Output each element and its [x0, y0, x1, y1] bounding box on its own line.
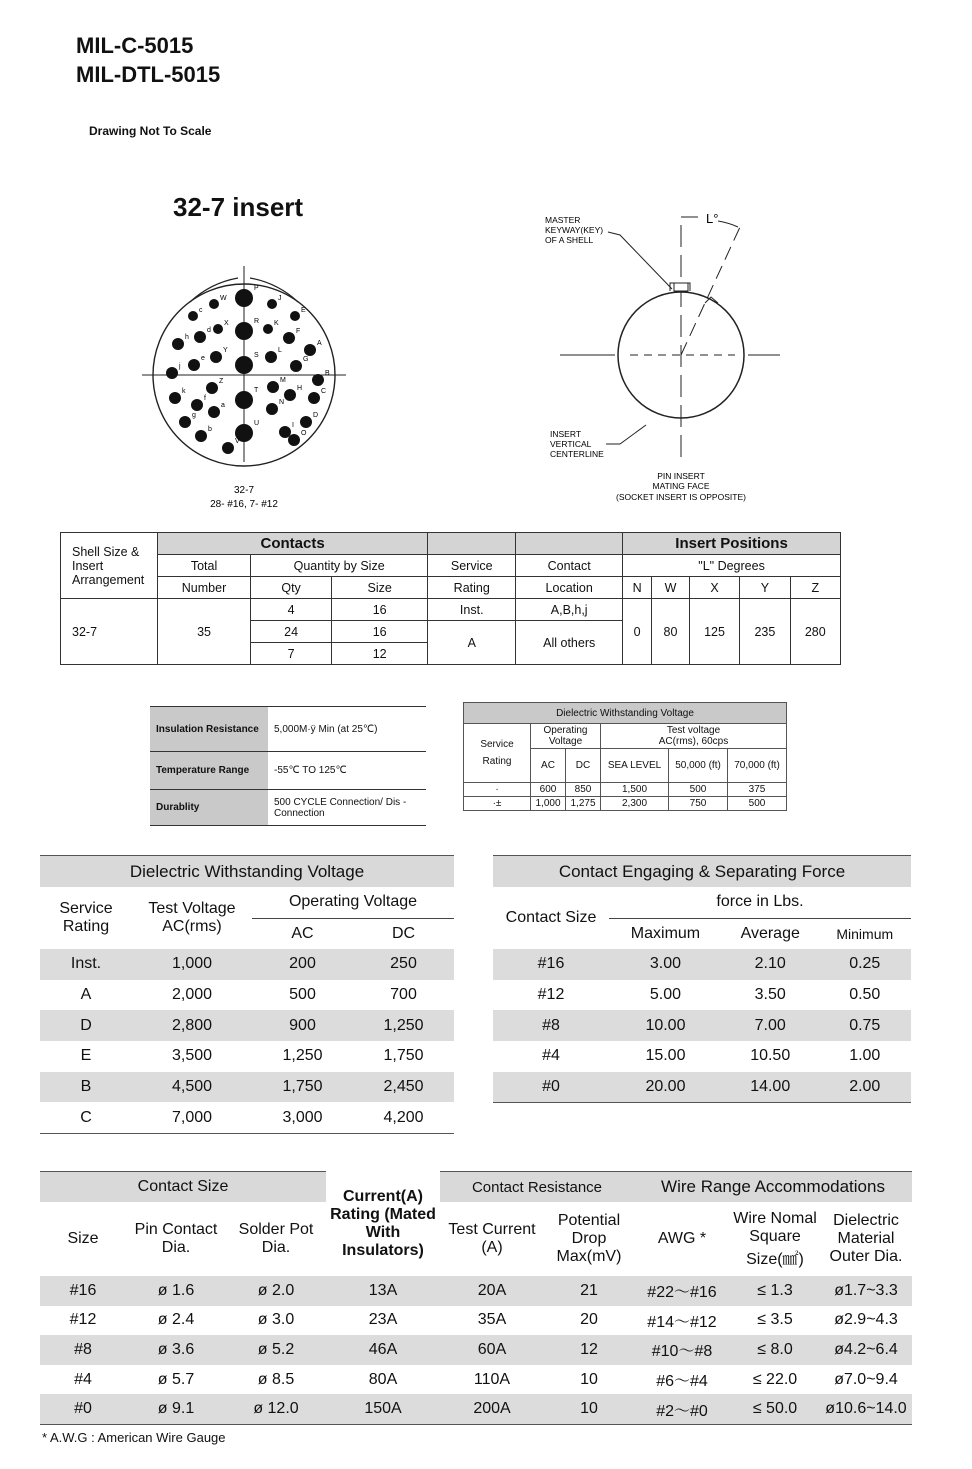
table-cell: #12	[69, 1311, 97, 1329]
table-cell: B	[40, 1072, 132, 1103]
table-cell: 20A	[440, 1276, 544, 1306]
contact-label: k	[182, 388, 186, 395]
contact-pin	[235, 322, 253, 340]
location-cell: A,B,h,j	[516, 599, 623, 621]
operating-voltage-header: Operating Voltage	[252, 887, 454, 918]
contact-size-header: Contact Size	[40, 1172, 326, 1203]
table-cell: 250	[353, 949, 454, 980]
contact-label: Z	[219, 378, 224, 385]
solder-pot-header: Solder Pot Dia.	[238, 1221, 314, 1256]
dielectric-table	[40, 855, 454, 1134]
table-cell: 5.00	[649, 986, 682, 1004]
contact-pin	[172, 338, 184, 350]
test-voltage-header	[601, 724, 787, 749]
table-cell: #4	[74, 1370, 92, 1388]
table-cell: 1,750	[252, 1072, 353, 1103]
contact-label: F	[296, 328, 301, 335]
service-cell: A	[428, 621, 516, 665]
table-cell: #2～#0	[634, 1394, 730, 1424]
table-cell: 15.00	[645, 1047, 686, 1065]
qty-cell: 24	[251, 621, 332, 643]
contact-pin	[235, 289, 253, 307]
table-cell: D	[40, 1010, 132, 1041]
table-row	[40, 949, 454, 980]
dc-header: DC	[391, 924, 416, 942]
table-cell: ≤ 22.0	[752, 1370, 798, 1388]
contact-label: T	[254, 387, 259, 394]
col-ac: AC	[531, 749, 566, 783]
table-cell: 150A	[326, 1394, 440, 1424]
contact-pin	[191, 399, 203, 411]
contact-pin	[300, 416, 312, 428]
prop-label: Insulation Resistance	[150, 707, 268, 752]
prop-label: Durablity	[150, 790, 268, 826]
table-cell: 21	[544, 1276, 634, 1306]
arrangement-cell: 32-7	[61, 599, 158, 665]
table-cell: A	[80, 986, 92, 1004]
properties-table	[150, 706, 426, 826]
table-cell: ø 5.2	[226, 1335, 326, 1365]
table-row	[40, 1335, 912, 1365]
table-cell: 200	[252, 949, 353, 980]
location-cell: All others	[516, 621, 623, 665]
contact-header: Contact	[516, 555, 623, 577]
table-cell: ø 5.7	[157, 1370, 195, 1388]
table-cell: #14～#12	[647, 1313, 717, 1331]
size-cell: 16	[332, 621, 428, 643]
col-70k: 70,000 (ft)	[728, 749, 787, 783]
pin-insert-label: PIN INSERT	[657, 471, 705, 481]
contact-pin	[206, 382, 218, 394]
size-cell: 16	[332, 599, 428, 621]
rating-header: Rating	[428, 577, 516, 599]
test-current-header: Test Current (A)	[448, 1221, 536, 1256]
table-cell: ø 2.0	[226, 1276, 326, 1306]
contact-pin	[266, 403, 278, 415]
contact-pin	[179, 416, 191, 428]
pos-z: Z	[790, 577, 840, 599]
title-line-1: MIL-C-5015	[76, 33, 194, 58]
table-cell: 0.50	[849, 986, 881, 1004]
contacts-header: Contacts	[158, 533, 428, 555]
contact-label: L	[278, 347, 282, 354]
table-cell: 23A	[368, 1311, 398, 1329]
pos-y: Y	[740, 577, 790, 599]
table-cell: #16	[493, 949, 609, 980]
contact-label: X	[224, 320, 229, 327]
cell: 600	[531, 783, 566, 797]
col-50k: 50,000 (ft)	[669, 749, 728, 783]
table-row	[493, 980, 911, 1011]
table-row	[493, 1041, 911, 1072]
location-header: Location	[516, 577, 623, 599]
contact-pin	[235, 356, 253, 374]
contact-pin	[188, 359, 200, 371]
table-cell: #6～#4	[656, 1373, 708, 1391]
table-cell: 60A	[440, 1335, 544, 1365]
contact-label: J	[278, 295, 282, 302]
degree-cell: 280	[790, 599, 840, 665]
force-unit-header: force in Lbs.	[609, 887, 911, 918]
table-cell: ø4.2~6.4	[820, 1335, 912, 1365]
contact-label: P	[254, 285, 259, 292]
table-cell: ≤ 1.3	[730, 1276, 820, 1306]
table-cell: 10.00	[609, 1010, 722, 1041]
table-cell: 500	[289, 986, 316, 1004]
table-cell: #0	[493, 1072, 609, 1103]
table-row	[40, 1276, 912, 1306]
table-row	[40, 1010, 454, 1041]
table-cell: #8	[40, 1335, 126, 1365]
ac-header: AC	[291, 924, 314, 942]
table-cell: 1,250	[282, 1047, 323, 1065]
table-cell: 0.25	[819, 949, 911, 980]
contact-label: C	[321, 388, 327, 395]
contact-pin	[195, 430, 207, 442]
table-cell: C	[40, 1102, 132, 1133]
contact-label: O	[301, 430, 307, 437]
qty-cell: 7	[251, 643, 332, 665]
table-cell: ≤ 50.0	[730, 1394, 820, 1424]
square-size-header: Wire Nomal Square Size(㎟)	[733, 1209, 817, 1268]
table-cell: ø 12.0	[226, 1394, 326, 1424]
table-cell: ø 3.6	[126, 1335, 226, 1365]
prop-value: 500 CYCLE Connection/ Dis - Connection	[274, 796, 407, 819]
test-voltage-header: Test Voltage AC(rms)	[148, 900, 236, 935]
table-cell: 14.00	[722, 1072, 819, 1103]
contact-label: a	[221, 402, 225, 409]
contact-label: I	[292, 422, 294, 429]
table-cell: #0	[40, 1394, 126, 1424]
title-line-2: MIL-DTL-5015	[76, 62, 221, 87]
table-row	[40, 1102, 454, 1133]
service-text: Service	[480, 739, 514, 750]
table-cell: 2.00	[819, 1072, 911, 1103]
contact-pin	[210, 351, 222, 363]
table-row	[40, 1041, 454, 1072]
voltage-text: Voltage	[548, 736, 583, 747]
table-row	[40, 980, 454, 1011]
contact-label: f	[204, 395, 206, 402]
service-code: ·	[464, 783, 531, 797]
contact-label: h	[185, 334, 189, 341]
centerline-label: CENTERLINE	[550, 449, 604, 459]
qty-header: Qty	[251, 577, 332, 599]
table-row	[493, 1010, 911, 1041]
min-header: Minimum	[836, 925, 894, 942]
contact-resistance-header: Contact Resistance	[440, 1172, 634, 1203]
contact-pin	[308, 392, 320, 404]
contact-label: M	[280, 377, 286, 384]
table-row	[40, 1365, 912, 1395]
test-text: Test voltage	[666, 725, 721, 736]
avg-header: Average	[740, 924, 800, 942]
contact-label: G	[303, 356, 309, 363]
table-row	[493, 949, 911, 980]
max-header: Maximum	[630, 924, 701, 942]
total-header: Total	[158, 555, 251, 577]
contact-label: Y	[223, 347, 228, 354]
table-cell: 900	[252, 1010, 353, 1041]
table-cell: 10.50	[750, 1047, 791, 1065]
contact-pin	[290, 311, 300, 321]
contact-label: d	[207, 327, 211, 334]
prop-value: -55℃ TO 125℃	[274, 765, 347, 776]
outer-dia-header: Dielectric Material Outer Dia.	[829, 1212, 903, 1265]
mating-face-label: MATING FACE	[652, 481, 710, 491]
keyway-label: KEYWAY(KEY)	[545, 225, 604, 235]
insert-caption-1: 32-7	[233, 485, 255, 496]
dwv-small-service	[464, 724, 531, 783]
table-cell: ø10.6~14.0	[820, 1394, 912, 1424]
table-cell: E	[80, 1047, 92, 1065]
contact-pin	[235, 391, 253, 409]
contact-pin	[283, 332, 295, 344]
dwv-small-table	[463, 702, 787, 811]
scale-note: Drawing Not To Scale	[89, 124, 212, 138]
force-title: Contact Engaging & Separating Force	[493, 856, 911, 888]
prop-label: Temperature Range	[150, 752, 268, 790]
table-row	[40, 1306, 912, 1336]
degree-cell: 125	[689, 599, 739, 665]
table-cell: 4,500	[132, 1072, 252, 1103]
table-cell: 20.00	[609, 1072, 722, 1103]
table-cell: 7.00	[722, 1010, 819, 1041]
table-cell: ø2.9~4.3	[834, 1311, 898, 1329]
contact-pin	[194, 331, 206, 343]
degree-cell: 235	[740, 599, 790, 665]
footnote: * A.W.G : American Wire Gauge	[42, 1430, 226, 1445]
degrees-header: "L" Degrees	[623, 555, 841, 577]
pos-n: N	[623, 577, 652, 599]
pos-x: X	[689, 577, 739, 599]
insert-label: INSERT	[550, 429, 582, 439]
table-cell: 7,000	[132, 1102, 252, 1133]
cell: 750	[669, 797, 728, 811]
contact-pin	[166, 367, 178, 379]
table-cell: ≤ 3.5	[757, 1311, 793, 1329]
table-cell: ø 1.6	[126, 1276, 226, 1306]
contact-label: W	[220, 295, 227, 302]
angle-label: L°	[706, 211, 719, 226]
table-cell: ø1.7~3.3	[820, 1276, 912, 1306]
contact-pin	[265, 351, 277, 363]
contact-pin	[279, 426, 291, 438]
contact-size-header: Contact Size	[505, 909, 597, 926]
table-cell: 1,250	[353, 1010, 454, 1041]
table-cell: 35A	[477, 1311, 507, 1329]
contact-label: g	[192, 412, 196, 419]
contact-pin	[213, 324, 223, 334]
current-rating-header: Current(A) Rating (Mated With Insulators)	[330, 1187, 436, 1259]
contact-label: c	[199, 307, 203, 314]
contact-pin	[267, 299, 277, 309]
table-cell: ø 8.5	[257, 1370, 295, 1388]
operating-text: Operating	[543, 725, 588, 736]
contact-size-table	[40, 1171, 912, 1425]
contact-label: A	[317, 340, 322, 347]
number-header: Number	[158, 577, 251, 599]
table-cell: #12	[537, 986, 565, 1004]
contact-pin	[169, 392, 181, 404]
contact-label: N	[279, 399, 285, 406]
table-cell: 13A	[326, 1276, 440, 1306]
table-cell: 0.75	[819, 1010, 911, 1041]
insert-positions-header: Insert Positions	[623, 533, 841, 555]
insert-face-drawing	[138, 262, 353, 517]
potential-drop-header: Potential Drop Max(mV)	[556, 1212, 622, 1265]
table-row	[40, 1394, 912, 1424]
service-rating-header: Service Rating	[59, 900, 113, 935]
col-dc: DC	[566, 749, 601, 783]
contact-label: U	[254, 420, 260, 427]
force-table	[493, 855, 911, 1103]
contact-label: E	[301, 307, 306, 314]
table-cell: 3.00	[609, 949, 722, 980]
cell: 2,300	[601, 797, 669, 811]
contacts-table	[60, 532, 841, 665]
degree-cell: 80	[652, 599, 690, 665]
contact-label: B	[325, 370, 330, 377]
pin-dia-header: Pin Contact Dia.	[134, 1221, 218, 1256]
table-cell: 1,750	[383, 1047, 424, 1065]
rating-text: Rating	[482, 756, 512, 767]
contact-label: K	[274, 320, 279, 327]
table-cell: 1.00	[849, 1047, 881, 1065]
table-cell: 2.10	[722, 949, 819, 980]
shell-label: OF A SHELL	[545, 235, 594, 245]
contact-pin	[312, 374, 324, 386]
dwv-small-title: Dielectric Withstanding Voltage	[464, 703, 787, 724]
contact-pin	[222, 442, 234, 454]
size-header: Size	[67, 1230, 99, 1247]
table-cell: 1,000	[132, 949, 252, 980]
table-cell: 700	[390, 986, 417, 1004]
contact-label: b	[208, 426, 212, 433]
table-cell: 2,450	[353, 1072, 454, 1103]
wire-range-header: Wire Range Accommodations	[634, 1172, 912, 1203]
contact-pin	[267, 381, 279, 393]
table-cell: ø 9.1	[126, 1394, 226, 1424]
table-cell: 12	[544, 1335, 634, 1365]
table-cell: 2,000	[171, 986, 213, 1004]
table-cell: ø7.0~9.4	[834, 1370, 898, 1388]
contact-label: H	[297, 385, 303, 392]
pos-w: W	[652, 577, 690, 599]
contact-pin	[209, 299, 219, 309]
table-cell: 3,500	[171, 1047, 213, 1065]
operating-voltage-header	[531, 724, 601, 749]
contact-label: S	[254, 352, 259, 359]
table-cell: 20	[580, 1311, 598, 1329]
table-cell: #10～#8	[634, 1335, 730, 1365]
table-cell: 3,000	[252, 1102, 353, 1133]
table-cell: 10	[544, 1394, 634, 1424]
vertical-label: VERTICAL	[550, 439, 592, 449]
table-cell: 200A	[440, 1394, 544, 1424]
table-cell: Inst.	[40, 949, 132, 980]
prop-value: 5,000M·ÿ Min (at 25℃)	[274, 723, 378, 735]
contact-label: V	[235, 438, 240, 445]
contact-label: j	[179, 363, 181, 370]
qty-cell: 4	[251, 599, 332, 621]
socket-note-label: (SOCKET INSERT IS OPPOSITE)	[616, 492, 746, 502]
cell: 850	[566, 783, 601, 797]
contact-pin	[263, 324, 273, 334]
table-cell: #22～#16	[634, 1276, 730, 1306]
contact-label: R	[254, 318, 260, 325]
cell: 1,000	[531, 797, 566, 811]
table-cell: 110A	[473, 1370, 511, 1388]
acrms-text: AC(rms), 60cps	[658, 736, 729, 747]
master-label: MASTER	[545, 215, 581, 225]
keyway-drawing	[540, 205, 780, 505]
contact-pin	[304, 344, 316, 356]
total-cell: 35	[158, 599, 251, 665]
insert-caption-2: 28- #16, 7- #12	[210, 499, 278, 510]
table-cell: #4	[542, 1047, 560, 1065]
shell-size-header: Shell Size & Insert Arrangement	[61, 533, 158, 599]
cell: 500	[669, 783, 728, 797]
table-cell: 2,800	[132, 1010, 252, 1041]
contact-label: D	[313, 412, 319, 419]
insert-title: 32-7 insert	[173, 192, 304, 222]
cell: 1,275	[566, 797, 601, 811]
spec-title	[76, 31, 220, 89]
contact-pin	[284, 389, 296, 401]
table-cell: ≤ 8.0	[730, 1335, 820, 1365]
size-cell: 12	[332, 643, 428, 665]
table-cell: #8	[493, 1010, 609, 1041]
cell: 375	[728, 783, 787, 797]
contact-label: e	[201, 355, 205, 362]
table-cell: ø 3.0	[257, 1311, 295, 1329]
contact-pin	[208, 406, 220, 418]
awg-header: AWG *	[657, 1230, 707, 1247]
contact-pin	[290, 360, 302, 372]
table-row	[40, 1072, 454, 1103]
service-header: Service	[428, 555, 516, 577]
table-cell: 10	[580, 1370, 598, 1388]
col-sea: SEA LEVEL	[601, 749, 669, 783]
degree-cell: 0	[623, 599, 652, 665]
cell: 1,500	[601, 783, 669, 797]
table-cell: 4,200	[353, 1102, 454, 1133]
size-header: Size	[332, 577, 428, 599]
contact-pin	[288, 434, 300, 446]
table-row	[493, 1072, 911, 1103]
table-cell: ø 2.4	[157, 1311, 195, 1329]
cell: 500	[728, 797, 787, 811]
table-cell: 3.50	[754, 986, 786, 1004]
table-cell: 46A	[326, 1335, 440, 1365]
service-code: ·±	[464, 797, 531, 811]
contact-pin	[188, 311, 198, 321]
table-cell: #16	[40, 1276, 126, 1306]
qty-by-size-header: Quantity by Size	[251, 555, 428, 577]
table-cell: 80A	[368, 1370, 398, 1388]
service-cell: Inst.	[428, 599, 516, 621]
dielectric-title: Dielectric Withstanding Voltage	[40, 856, 454, 888]
